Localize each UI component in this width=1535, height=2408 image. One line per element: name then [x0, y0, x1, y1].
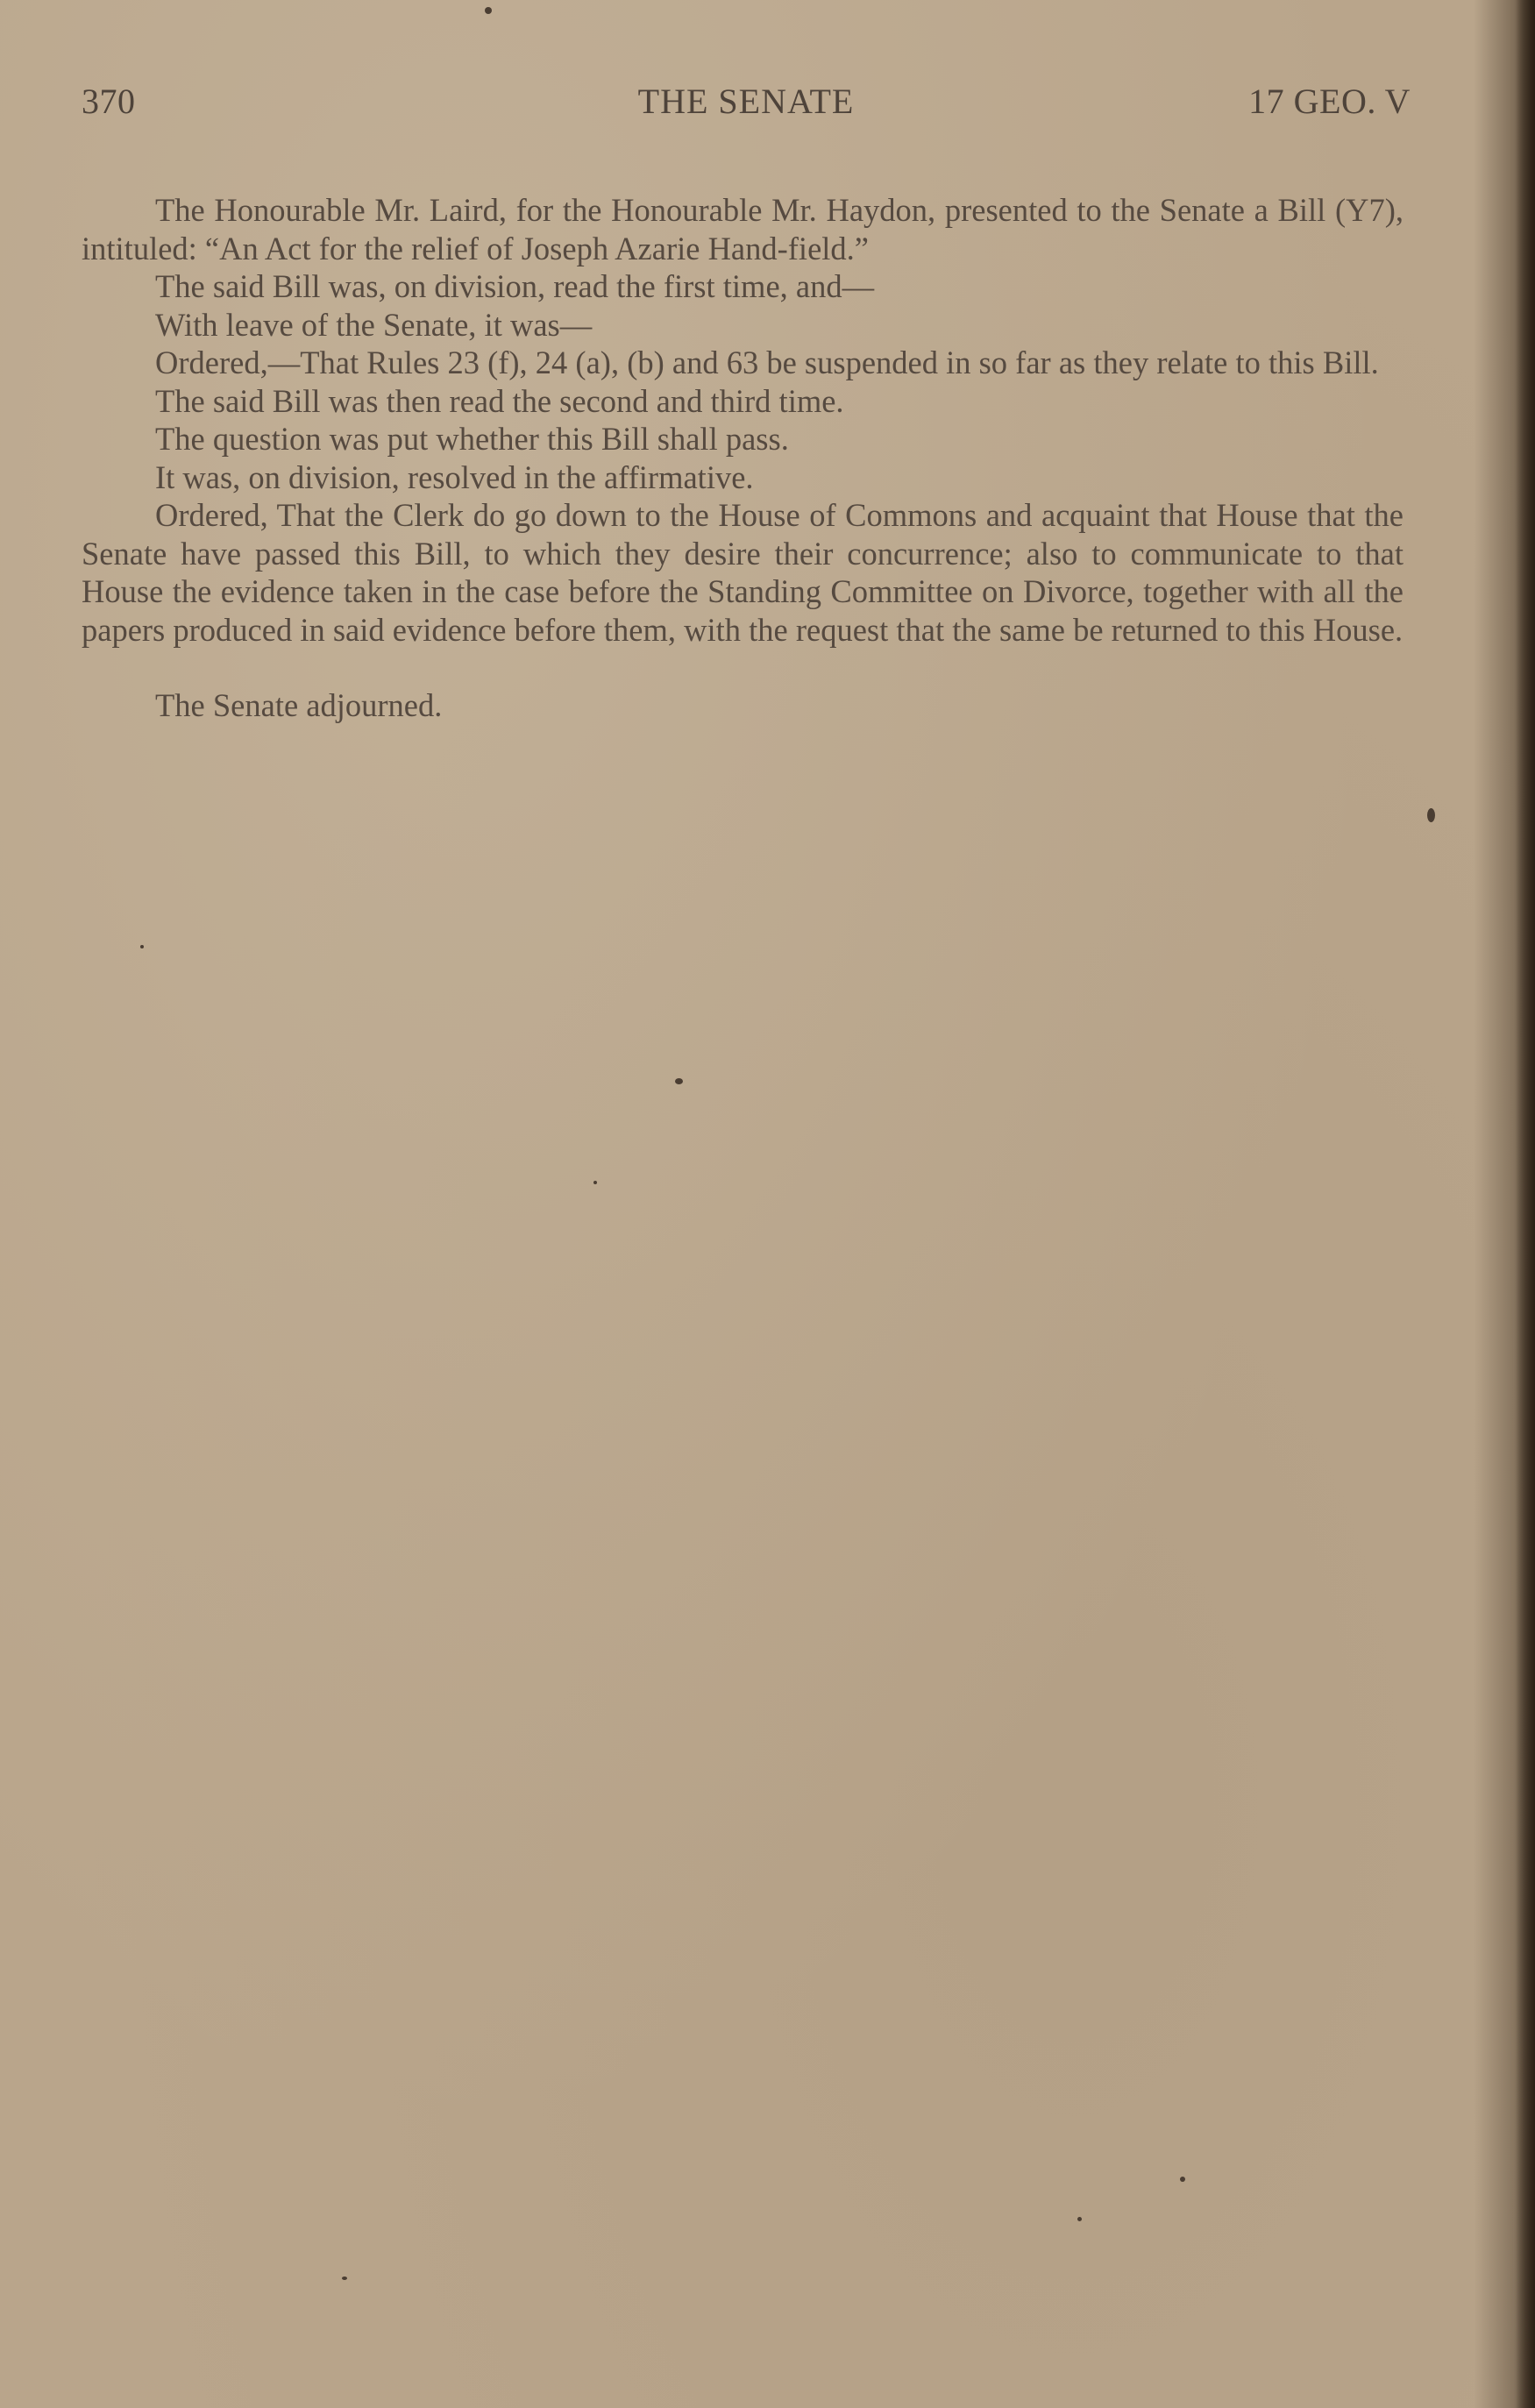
- running-head: [82, 81, 1411, 124]
- page-title: THE SENATE: [637, 82, 855, 121]
- paragraph-first-reading: The said Bill was, on division, read the first time, and—: [155, 268, 875, 304]
- page-number: 370: [82, 82, 136, 121]
- paragraph-bill-presented: The Honourable Mr. Laird, for the Honourable Mr. Haydon, presented to the Senate a Bill (Y7), intituled: “An Act for the relief of Joseph Azarie Hand-field.”: [82, 192, 1404, 266]
- paragraph-clerk-ordered: Ordered, That the Clerk do go down to the House of Commons and acquaint that House that the Senate have passed this Bill, to which they desire their concurrence; also to communicate to that House the evidence taken in the case before the Standing Committee on Divorce, together with all the papers produced in said evidence before them, with the request that the same be returned to this House.: [82, 497, 1404, 648]
- paragraph-gap: [82, 649, 1404, 686]
- paper-speck: [1427, 808, 1435, 822]
- paper-speck: [485, 7, 492, 14]
- paper-speck: [140, 945, 144, 948]
- paragraph-question-put: The question was put whether this Bill shall pass.: [155, 421, 789, 457]
- paper-speck: [1180, 2177, 1185, 2182]
- paragraph-second-third-reading: The said Bill was then read the second and third time.: [155, 382, 844, 419]
- paper-speck: [1077, 2217, 1082, 2221]
- paragraph-leave: With leave of the Senate, it was—: [155, 306, 593, 343]
- paragraph-rules-suspended: Ordered,—That Rules 23 (f), 24 (a), (b) and 63 be suspended in so far as they relate to this Bill.: [155, 345, 1379, 380]
- paragraph-resolved: It was, on division, resolved in the affirmative.: [155, 458, 754, 495]
- paper-speck: [342, 2277, 347, 2280]
- binding-shadow: [1516, 0, 1535, 2408]
- journal-body: [82, 191, 1404, 725]
- session-label: 17 GEO. V: [1248, 82, 1411, 121]
- paper-speck: [675, 1078, 683, 1084]
- paragraph-adjourned: The Senate adjourned.: [155, 687, 443, 723]
- paper-speck: [593, 1181, 597, 1184]
